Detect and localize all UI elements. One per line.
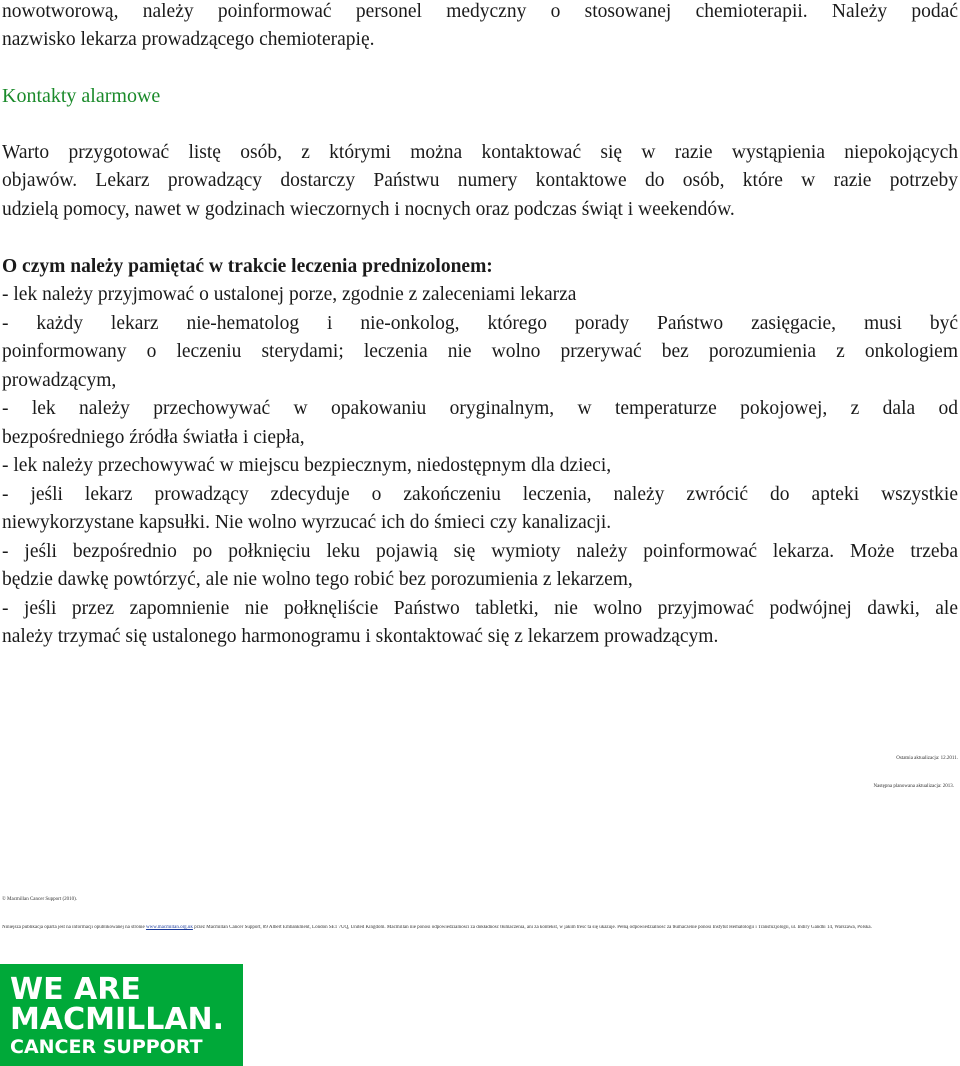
contacts-line-1: Warto przygotować listę osób, z którymi można kontaktować się w razie wystąpienia niepokojących [2,142,958,163]
contacts-heading: Kontakty alarmowe [2,85,161,107]
treatment-line: - lek należy przyjmować o ustalonej porze, zgodnie z zaleceniami lekarza [2,284,577,305]
macmillan-logo [0,964,243,1066]
treatment-line: niewykorzystane kapsułki. Nie wolno wyrzucać ich do śmieci czy kanalizacji. [2,512,612,533]
logo-line-3: CANCER SUPPORT [10,1036,203,1058]
notice-text-before: Niniejsza publikacja oparta jest na informacji opublikowanej na stronie [2,925,146,930]
treatment-heading: O czym należy pamiętać w trakcie leczenia prednizolonem: [2,256,493,277]
next-update-note: Następna planowana aktualizacja: 2013. [873,784,954,789]
treatment-line: poinformowany o leczeniu sterydami; leczenia nie wolno przerywać bez porozumienia z onkologiem [2,341,958,362]
treatment-line: - jeśli bezpośrednio po połknięciu leku pojawią się wymioty należy poinformować lekarza. Może trzeba [2,541,958,562]
last-update-note: Ostatnia aktualizacja: 12.2011. [896,756,958,761]
treatment-line: - lek należy przechowywać w miejscu bezpiecznym, niedostępnym dla dzieci, [2,455,612,476]
intro-line-2: nazwisko lekarza prowadzącego chemioterapię. [2,29,375,50]
treatment-line: bezpośredniego źródła światła i ciepła, [2,427,305,448]
notice-text-after: przez Macmillan Cancer Support, 89 Albert Embankment, London SE1 7UQ, United Kingdom. Macmillan nie ponosi odpowiedzialności za dokładność tłumaczenia, ani za kontekst, w jakim treść ta się ukazuje. Pełną odpowiedzialność za tłumaczenie ponosi Instytut Hematologii i Transfuzjologii, ul. Indiry Gandhi 14, Warszawa, Polska. [192,925,872,930]
treatment-line: będzie dawkę powtórzyć, ale nie wolno tego robić bez porozumienia z lekarzem, [2,569,633,590]
contacts-line-3: udzielą pomocy, nawet w godzinach wieczornych i nocnych oraz podczas świąt i weekendów. [2,199,735,220]
treatment-line: - jeśli przez zapomnienie nie połknęliście Państwo tabletki, nie wolno przyjmować podwójnej dawki, ale [2,598,958,619]
intro-line-1: nowotworową, należy poinformować personel medyczny o stosowanej chemioterapii. Należy podać [2,1,958,22]
translation-notice [2,925,958,931]
logo-line-1: WE ARE [10,972,141,1007]
treatment-line: - jeśli lekarz prowadzący zdecyduje o zakończeniu leczenia, należy zwrócić do apteki wszystkie [2,484,958,505]
treatment-line: należy trzymać się ustalonego harmonogramu i skontaktować się z lekarzem prowadzącym. [2,626,719,647]
copyright-note: © Macmillan Cancer Support (2010). [2,897,78,902]
treatment-line: - lek należy przechowywać w opakowaniu oryginalnym, w temperaturze pokojowej, z dala od [2,398,958,419]
logo-line-2: MACMILLAN. [10,1002,225,1037]
macmillan-website-link[interactable]: www.macmillan.org.uk [145,925,193,930]
contacts-line-2: objawów. Lekarz prowadzący dostarczy Państwu numery kontaktowe do osób, które w razie potrzeby [2,170,958,191]
treatment-line: prowadzącym, [2,370,117,391]
treatment-line: - każdy lekarz nie-hematolog i nie-onkolog, którego porady Państwo zasięgacie, musi być [2,313,958,334]
